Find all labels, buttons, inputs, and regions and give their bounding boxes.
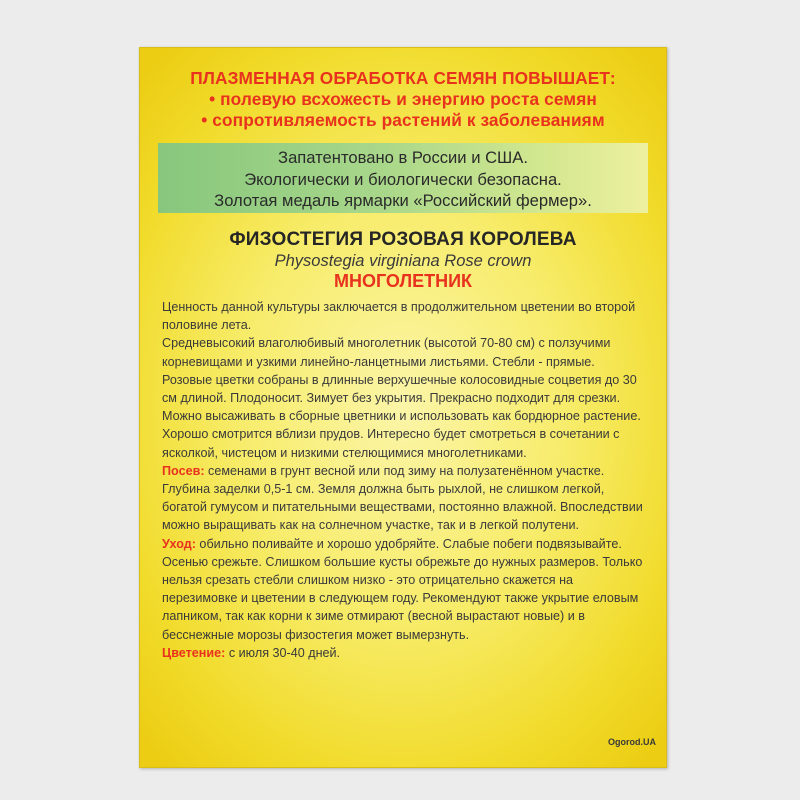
description-paragraph-1: Ценность данной культуры заключается в продолжительном цветении во второй половине лета.	[162, 300, 636, 333]
flowering-label: Цветение:	[162, 645, 226, 660]
care-section	[162, 535, 648, 644]
flowering-text: с июля 30-40 дней.	[225, 645, 341, 660]
product-title-block	[140, 228, 666, 292]
sowing-section	[162, 462, 648, 535]
medal-line: Золотая медаль ярмарки «Российский фермер».	[214, 191, 592, 210]
headline-line-1: ПЛАЗМЕННАЯ ОБРАБОТКА СЕМЯН ПОВЫШАЕТ:	[190, 68, 616, 88]
patent-line: Запатентовано в России и США.	[278, 148, 528, 167]
headline-line-3: • сопротивляемость растений к заболеваниям	[201, 110, 605, 130]
flowering-section	[162, 644, 648, 662]
plasma-treatment-headline	[140, 68, 666, 131]
seed-packet-back	[139, 47, 667, 768]
certification-box	[158, 143, 648, 213]
care-label: Уход:	[162, 536, 196, 551]
headline-line-2: • полевую всхожесть и энергию роста семян	[209, 89, 597, 109]
safety-line: Экологически и биологически безопасна.	[244, 169, 562, 189]
latin-name: Physostegia virginiana Rose crown	[274, 252, 532, 270]
care-text: обильно поливайте и хорошо удобряйте. Слабые побеги подвязывайте. Осенью срежьте. Слишком большие кусты обрежьте до нужных размеров. Только нельзя срезать стебли слишком низко - это отрицательно скажется на перезимовке и цветении в следующем году. Рекомендуют также укрытие еловым лапником, так как корни к зиме отмирают (весной вырастают новые) и в бесснежные морозы физостегия может вымерзнуть.	[162, 536, 643, 642]
site-watermark: Ogorod.UA	[608, 737, 656, 747]
sowing-text: семенами в грунт весной или под зиму на полузатенённом участке. Глубина заделки 0,5-1 см. Земля должна быть рыхлой, не слишком легкой, богатой гумусом и питательными веществами, постоянно влажной. Впоследствии можно выращивать как на солнечном участке, так и в легкой полутени.	[162, 463, 643, 533]
description-paragraph-2: Средневысокий влаголюбивый многолетник (высотой 70-80 см) с ползучими корневищами и узкими линейно-ланцетными листьями. Стебли - прямые. Розовые цветки собраны в длинные верхушечные колосовидные соцветия до 30 см длиной. Плодоносит. Зимует без укрытия. Прекрасно подходит для срезки. Можно высаживать в сборные цветники и использовать как бордюрное растение. Хорошо смотрится вблизи прудов. Интересно будет смотреться в сочетании с ясколкой, чистецом и низкими стелющимися многолетниками.	[162, 336, 641, 460]
product-title: ФИЗОСТЕГИЯ РОЗОВАЯ КОРОЛЕВА	[229, 229, 577, 250]
description-body	[162, 298, 648, 662]
sowing-label: Посев:	[162, 463, 205, 478]
plant-category: МНОГОЛЕТНИК	[333, 271, 473, 291]
